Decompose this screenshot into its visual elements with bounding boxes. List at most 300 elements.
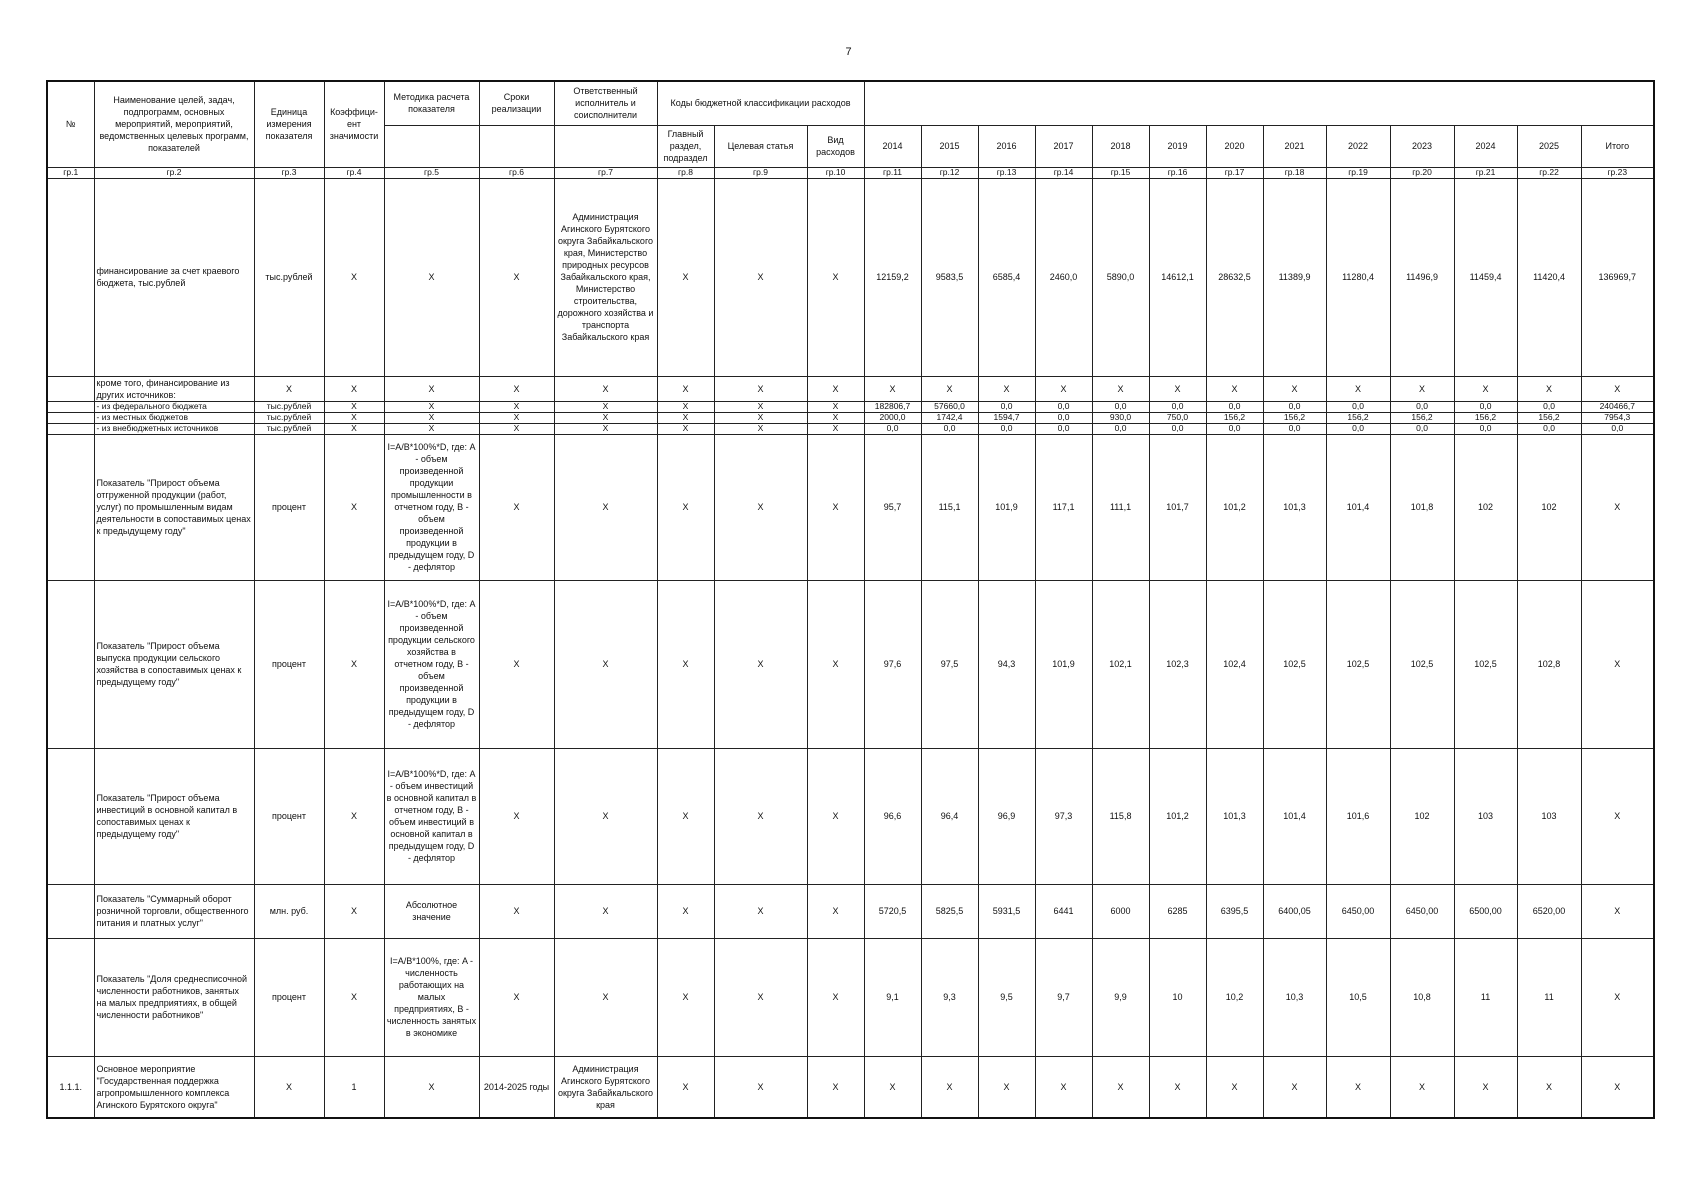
- table-cell: 102,5: [1390, 580, 1454, 748]
- table-cell: X: [324, 884, 384, 938]
- table-cell: X: [1149, 1056, 1206, 1118]
- table-cell: 930,0: [1092, 412, 1149, 423]
- table-cell: Показатель "Прирост объема отгруженной продукции (работ, услуг) по промышленным видам деятельности в сопоставимых ценах к предыдущему году": [94, 434, 254, 580]
- table-cell: X: [384, 178, 479, 376]
- table-cell: 103: [1454, 748, 1517, 884]
- table-cell: 11420,4: [1517, 178, 1581, 376]
- header-year-2014: 2014: [864, 125, 921, 167]
- table-cell: 102,5: [1454, 580, 1517, 748]
- table-cell: [47, 401, 94, 412]
- table-cell: X: [324, 434, 384, 580]
- table-cell: X: [554, 376, 657, 401]
- table-cell: X: [479, 884, 554, 938]
- table-cell: - из федерального бюджета: [94, 401, 254, 412]
- table-cell: 95,7: [864, 434, 921, 580]
- table-cell: 5825,5: [921, 884, 978, 938]
- table-cell: 0,0: [1454, 423, 1517, 434]
- table-cell: X: [384, 1056, 479, 1118]
- column-number: гр.22: [1517, 167, 1581, 178]
- table-cell: 101,9: [1035, 580, 1092, 748]
- table-cell: X: [657, 938, 714, 1056]
- table-cell: тыс.рублей: [254, 423, 324, 434]
- table-cell: [47, 580, 94, 748]
- table-cell: X: [554, 748, 657, 884]
- table-cell: [47, 884, 94, 938]
- table-cell: X: [807, 748, 864, 884]
- header-year-2022: 2022: [1326, 125, 1390, 167]
- table-cell: X: [1035, 1056, 1092, 1118]
- table-cell: 102,8: [1517, 580, 1581, 748]
- table-cell: 0,0: [978, 401, 1035, 412]
- header-article: Целевая статья: [714, 125, 807, 167]
- table-cell: 2460,0: [1035, 178, 1092, 376]
- table-cell: 0,0: [1092, 401, 1149, 412]
- column-number: гр.9: [714, 167, 807, 178]
- header-name: Наименование целей, задач, подпрограмм, основных мероприятий, мероприятий, ведомственных целевых программ, показателей: [94, 81, 254, 167]
- table-cell: X: [657, 178, 714, 376]
- table-cell: 57660,0: [921, 401, 978, 412]
- table-cell: X: [384, 423, 479, 434]
- table-cell: 156,2: [1517, 412, 1581, 423]
- column-number: гр.3: [254, 167, 324, 178]
- table-cell: Администрация Агинского Бурятского округа Забайкальского края, Министерство природных ресурсов Забайкальского края, Министерство строительства, дорожного хозяйства и транспорта Забайкальского края: [554, 178, 657, 376]
- table-cell: X: [1326, 376, 1390, 401]
- table-cell: X: [479, 178, 554, 376]
- table-cell: X: [554, 423, 657, 434]
- table-cell: 156,2: [1390, 412, 1454, 423]
- table-cell: 101,4: [1326, 434, 1390, 580]
- table-row: [47, 580, 1654, 748]
- table-cell: 0,0: [1035, 401, 1092, 412]
- column-number: гр.14: [1035, 167, 1092, 178]
- table-cell: 0,0: [1149, 423, 1206, 434]
- table-cell: млн. руб.: [254, 884, 324, 938]
- table-cell: X: [384, 412, 479, 423]
- table-cell: X: [479, 434, 554, 580]
- table-cell: 0,0: [1390, 401, 1454, 412]
- table-row: [47, 423, 1654, 434]
- table-cell: 0,0: [864, 423, 921, 434]
- table-cell: 11: [1454, 938, 1517, 1056]
- table-cell: 102,5: [1326, 580, 1390, 748]
- table-cell: 103: [1517, 748, 1581, 884]
- column-number: гр.21: [1454, 167, 1517, 178]
- table-cell: 0,0: [1092, 423, 1149, 434]
- table-cell: X: [479, 423, 554, 434]
- table-cell: 101,4: [1263, 748, 1326, 884]
- header-year-2020: 2020: [1206, 125, 1263, 167]
- table-cell: 6450,00: [1390, 884, 1454, 938]
- table-cell: 6450,00: [1326, 884, 1390, 938]
- header-coef: Коэффици-ент значимости: [324, 81, 384, 167]
- table-cell: 156,2: [1454, 412, 1517, 423]
- table-cell: [47, 412, 94, 423]
- table-cell: 101,3: [1206, 748, 1263, 884]
- column-number: гр.6: [479, 167, 554, 178]
- table-cell: X: [657, 748, 714, 884]
- table-cell: X: [1581, 376, 1654, 401]
- table-cell: X: [714, 580, 807, 748]
- table-cell: X: [554, 434, 657, 580]
- table-cell: 96,4: [921, 748, 978, 884]
- table-row: [47, 434, 1654, 580]
- column-number: гр.17: [1206, 167, 1263, 178]
- table-cell: 0,0: [1263, 401, 1326, 412]
- table-cell: 0,0: [1206, 401, 1263, 412]
- column-number: гр.2: [94, 167, 254, 178]
- table-cell: 115,1: [921, 434, 978, 580]
- table-cell: - из местных бюджетов: [94, 412, 254, 423]
- table-cell: X: [807, 938, 864, 1056]
- table-cell: X: [714, 412, 807, 423]
- table-cell: Показатель "Прирост объема инвестиций в основной капитал в сопоставимых ценах к предыдущему году": [94, 748, 254, 884]
- header-years-group: [864, 81, 1654, 125]
- table-cell: X: [1390, 376, 1454, 401]
- header-year-2025: 2025: [1517, 125, 1581, 167]
- header-year-2021: 2021: [1263, 125, 1326, 167]
- table-cell: 96,9: [978, 748, 1035, 884]
- table-cell: X: [921, 1056, 978, 1118]
- table-cell: X: [1581, 884, 1654, 938]
- column-number: гр.11: [864, 167, 921, 178]
- header-unit: Единица измерения показателя: [254, 81, 324, 167]
- table-cell: X: [1092, 1056, 1149, 1118]
- table-cell: X: [978, 376, 1035, 401]
- table-cell: X: [714, 938, 807, 1056]
- table-cell: I=A/B*100%, где: A - численность работающих на малых предприятиях, B - численность занятых в экономике: [384, 938, 479, 1056]
- table-cell: X: [1206, 376, 1263, 401]
- table-cell: 101,9: [978, 434, 1035, 580]
- column-numbers-row: [47, 167, 1654, 178]
- table-cell: X: [479, 412, 554, 423]
- column-number: гр.20: [1390, 167, 1454, 178]
- table-cell: X: [324, 423, 384, 434]
- header-year-2017: 2017: [1035, 125, 1092, 167]
- table-cell: 11: [1517, 938, 1581, 1056]
- table-cell: X: [807, 178, 864, 376]
- table-cell: X: [1092, 376, 1149, 401]
- table-cell: Абсолютное значение: [384, 884, 479, 938]
- table-cell: 102: [1454, 434, 1517, 580]
- table-cell: 9,9: [1092, 938, 1149, 1056]
- table-cell: I=A/B*100%*D, где: A - объем произведенной продукции сельского хозяйства в отчетном году, B - объем произведенной продукции в предыдущем году, D - дефлятор: [384, 580, 479, 748]
- table-cell: 0,0: [1454, 401, 1517, 412]
- table-row: [47, 178, 1654, 376]
- table-cell: 1.1.1.: [47, 1056, 94, 1118]
- header-exptype: Вид расходов: [807, 125, 864, 167]
- table-cell: 6000: [1092, 884, 1149, 938]
- table-row: [47, 884, 1654, 938]
- header-year-2015: 2015: [921, 125, 978, 167]
- table-cell: X: [324, 178, 384, 376]
- table-cell: 0,0: [1263, 423, 1326, 434]
- table-cell: 101,2: [1149, 748, 1206, 884]
- header-year-2018: 2018: [1092, 125, 1149, 167]
- table-cell: X: [479, 401, 554, 412]
- table-row: [47, 412, 1654, 423]
- table-cell: X: [324, 401, 384, 412]
- table-row: [47, 938, 1654, 1056]
- table-cell: 115,8: [1092, 748, 1149, 884]
- header-codes: Коды бюджетной классификации расходов: [657, 81, 864, 125]
- table-cell: Показатель "Прирост объема выпуска продукции сельского хозяйства в сопоставимых ценах к предыдущему году": [94, 580, 254, 748]
- table-cell: X: [714, 401, 807, 412]
- table-cell: 14612,1: [1149, 178, 1206, 376]
- table-cell: процент: [254, 580, 324, 748]
- column-number: гр.8: [657, 167, 714, 178]
- table-cell: 101,6: [1326, 748, 1390, 884]
- column-number: гр.4: [324, 167, 384, 178]
- table-cell: 6585,4: [978, 178, 1035, 376]
- table-cell: X: [554, 401, 657, 412]
- table-cell: X: [479, 748, 554, 884]
- header-method-blank: [384, 125, 479, 167]
- table-cell: X: [479, 376, 554, 401]
- table-cell: X: [921, 376, 978, 401]
- table-cell: 94,3: [978, 580, 1035, 748]
- header-period-blank: [479, 125, 554, 167]
- table-cell: Основное мероприятие "Государственная поддержка агропромышленного комплекса Агинского Бурятского округа": [94, 1056, 254, 1118]
- table-cell: 10,5: [1326, 938, 1390, 1056]
- table-cell: 97,5: [921, 580, 978, 748]
- table-cell: X: [657, 884, 714, 938]
- table-cell: 1742,4: [921, 412, 978, 423]
- table-cell: 12159,2: [864, 178, 921, 376]
- table-cell: X: [254, 1056, 324, 1118]
- table-cell: X: [714, 178, 807, 376]
- table-cell: Администрация Агинского Бурятского округа Забайкальского края: [554, 1056, 657, 1118]
- table-cell: 96,6: [864, 748, 921, 884]
- table-cell: 117,1: [1035, 434, 1092, 580]
- table-cell: 6395,5: [1206, 884, 1263, 938]
- table-cell: 10,3: [1263, 938, 1326, 1056]
- table-cell: 0,0: [1390, 423, 1454, 434]
- table-cell: 101,8: [1390, 434, 1454, 580]
- table-cell: 136969,7: [1581, 178, 1654, 376]
- table-cell: 0,0: [1326, 401, 1390, 412]
- table-cell: X: [807, 884, 864, 938]
- table-cell: тыс.рублей: [254, 401, 324, 412]
- table-cell: 28632,5: [1206, 178, 1263, 376]
- table-row: [47, 1056, 1654, 1118]
- table-cell: X: [1149, 376, 1206, 401]
- table-cell: X: [384, 376, 479, 401]
- table-cell: 9,1: [864, 938, 921, 1056]
- table-cell: X: [324, 580, 384, 748]
- table-cell: X: [1517, 1056, 1581, 1118]
- table-cell: X: [714, 423, 807, 434]
- table-cell: Показатель "Суммарный оборот розничной торговли, общественного питания и платных услуг": [94, 884, 254, 938]
- table-cell: 10,8: [1390, 938, 1454, 1056]
- table-cell: X: [978, 1056, 1035, 1118]
- table-cell: X: [714, 884, 807, 938]
- column-number: гр.13: [978, 167, 1035, 178]
- table-cell: X: [1035, 376, 1092, 401]
- table-cell: X: [657, 401, 714, 412]
- table-cell: 97,6: [864, 580, 921, 748]
- table-cell: 0,0: [1581, 423, 1654, 434]
- table-cell: 0,0: [978, 423, 1035, 434]
- table-cell: X: [864, 376, 921, 401]
- table-cell: X: [1454, 1056, 1517, 1118]
- header-section: Главный раздел, подраздел: [657, 125, 714, 167]
- table-cell: X: [657, 423, 714, 434]
- header-year-2024: 2024: [1454, 125, 1517, 167]
- table-cell: финансирование за счет краевого бюджета, тыс.рублей: [94, 178, 254, 376]
- table-cell: X: [714, 376, 807, 401]
- table-cell: X: [554, 580, 657, 748]
- table-cell: X: [807, 1056, 864, 1118]
- table-cell: 9,5: [978, 938, 1035, 1056]
- header-year-2023: 2023: [1390, 125, 1454, 167]
- table-cell: 2000,0: [864, 412, 921, 423]
- table-cell: I=A/B*100%*D, где: A - объем инвестиций в основной капитал в отчетном году, B - объем инвестиций в основной капитал в предыдущем году, D - дефлятор: [384, 748, 479, 884]
- table-cell: X: [554, 938, 657, 1056]
- table-cell: X: [807, 401, 864, 412]
- table-cell: X: [657, 1056, 714, 1118]
- table-cell: X: [1581, 938, 1654, 1056]
- table-cell: X: [324, 412, 384, 423]
- column-number: гр.16: [1149, 167, 1206, 178]
- column-number: гр.10: [807, 167, 864, 178]
- table-cell: [47, 434, 94, 580]
- table-cell: 10: [1149, 938, 1206, 1056]
- table-cell: 6500,00: [1454, 884, 1517, 938]
- table-cell: 11389,9: [1263, 178, 1326, 376]
- table-cell: 0,0: [1035, 412, 1092, 423]
- table-cell: X: [254, 376, 324, 401]
- table-cell: 11496,9: [1390, 178, 1454, 376]
- table-cell: X: [657, 434, 714, 580]
- table-cell: процент: [254, 434, 324, 580]
- table-cell: 9,3: [921, 938, 978, 1056]
- table-cell: 5720,5: [864, 884, 921, 938]
- table-cell: X: [1581, 1056, 1654, 1118]
- table-cell: X: [1517, 376, 1581, 401]
- table-cell: 102: [1517, 434, 1581, 580]
- table-cell: X: [807, 423, 864, 434]
- table-cell: X: [324, 748, 384, 884]
- table-cell: X: [554, 884, 657, 938]
- table-cell: 101,2: [1206, 434, 1263, 580]
- table-cell: 97,3: [1035, 748, 1092, 884]
- table-cell: X: [714, 1056, 807, 1118]
- table-cell: 7954,3: [1581, 412, 1654, 423]
- table-cell: 6285: [1149, 884, 1206, 938]
- column-number: гр.19: [1326, 167, 1390, 178]
- table-cell: X: [1581, 748, 1654, 884]
- table-cell: 111,1: [1092, 434, 1149, 580]
- table-cell: процент: [254, 748, 324, 884]
- table-cell: 1594,7: [978, 412, 1035, 423]
- table-cell: 102,5: [1263, 580, 1326, 748]
- column-number: гр.1: [47, 167, 94, 178]
- table-cell: тыс.рублей: [254, 412, 324, 423]
- header-year-2019: 2019: [1149, 125, 1206, 167]
- header-executor-blank: [554, 125, 657, 167]
- header-no: №: [47, 81, 94, 167]
- page-number: 7: [845, 46, 852, 58]
- table-cell: X: [1263, 376, 1326, 401]
- table-cell: X: [807, 376, 864, 401]
- table-cell: X: [807, 412, 864, 423]
- table-cell: Показатель "Доля среднесписочной численности работников, занятых на малых предприятиях, в общей численности работников": [94, 938, 254, 1056]
- table-cell: [47, 748, 94, 884]
- table-cell: 6441: [1035, 884, 1092, 938]
- column-number: гр.7: [554, 167, 657, 178]
- table-cell: X: [657, 580, 714, 748]
- table-cell: X: [554, 412, 657, 423]
- table-cell: 102: [1390, 748, 1454, 884]
- table-cell: 1: [324, 1056, 384, 1118]
- table-row: [47, 748, 1654, 884]
- table-cell: X: [1206, 1056, 1263, 1118]
- table-cell: 156,2: [1206, 412, 1263, 423]
- table-cell: X: [807, 434, 864, 580]
- table-cell: 10,2: [1206, 938, 1263, 1056]
- column-number: гр.15: [1092, 167, 1149, 178]
- table-cell: 2014-2025 годы: [479, 1056, 554, 1118]
- table-cell: X: [1454, 376, 1517, 401]
- header-executor: Ответственный исполнитель и соисполнители: [554, 81, 657, 125]
- table-cell: 11459,4: [1454, 178, 1517, 376]
- table-cell: 0,0: [1517, 401, 1581, 412]
- table-cell: X: [657, 376, 714, 401]
- table-cell: 102,4: [1206, 580, 1263, 748]
- table-cell: X: [324, 938, 384, 1056]
- table-cell: 0,0: [1206, 423, 1263, 434]
- table-body: [47, 178, 1654, 1118]
- table-cell: X: [714, 748, 807, 884]
- table-cell: 0,0: [1149, 401, 1206, 412]
- table-cell: 5931,5: [978, 884, 1035, 938]
- table-cell: тыс.рублей: [254, 178, 324, 376]
- table-cell: [47, 178, 94, 376]
- table-cell: X: [864, 1056, 921, 1118]
- table-cell: [47, 423, 94, 434]
- table-cell: X: [479, 938, 554, 1056]
- table-cell: X: [807, 580, 864, 748]
- table-cell: процент: [254, 938, 324, 1056]
- table-cell: 750,0: [1149, 412, 1206, 423]
- table-cell: 0,0: [921, 423, 978, 434]
- table-cell: 101,3: [1263, 434, 1326, 580]
- table-cell: X: [657, 412, 714, 423]
- table-cell: X: [324, 376, 384, 401]
- table-cell: X: [384, 401, 479, 412]
- header-period: Сроки реализации: [479, 81, 554, 125]
- table-cell: 101,7: [1149, 434, 1206, 580]
- table-cell: X: [1326, 1056, 1390, 1118]
- table-cell: [47, 376, 94, 401]
- table-cell: X: [479, 580, 554, 748]
- column-number: гр.18: [1263, 167, 1326, 178]
- table-cell: X: [1390, 1056, 1454, 1118]
- table-cell: X: [714, 434, 807, 580]
- table-cell: 9583,5: [921, 178, 978, 376]
- table-cell: [47, 938, 94, 1056]
- table-cell: 6400,05: [1263, 884, 1326, 938]
- table-cell: 9,7: [1035, 938, 1092, 1056]
- table-cell: I=A/B*100%*D, где: A - объем произведенной продукции промышленности в отчетном году, B - объем произведенной продукции в предыдущем году, D - дефлятор: [384, 434, 479, 580]
- table-cell: 0,0: [1326, 423, 1390, 434]
- column-number: гр.12: [921, 167, 978, 178]
- table-cell: 102,3: [1149, 580, 1206, 748]
- table-cell: 6520,00: [1517, 884, 1581, 938]
- table-cell: 240466,7: [1581, 401, 1654, 412]
- table-cell: X: [1263, 1056, 1326, 1118]
- table-cell: 102,1: [1092, 580, 1149, 748]
